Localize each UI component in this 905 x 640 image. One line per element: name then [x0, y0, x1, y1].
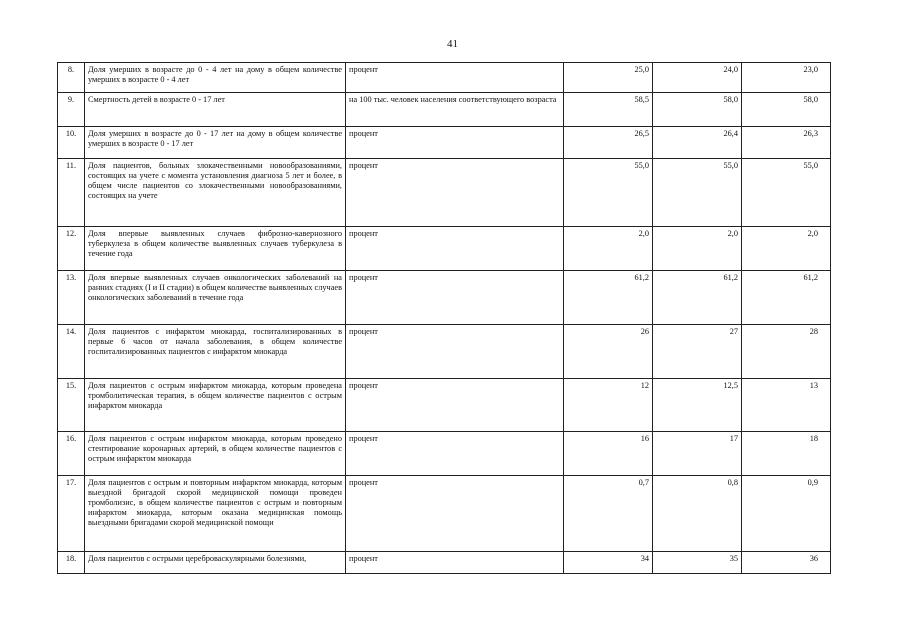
table-row	[58, 552, 831, 574]
indicators-table	[57, 62, 831, 574]
value-year-1: 61,2	[564, 271, 653, 325]
value-year-2: 35	[653, 552, 742, 574]
unit-of-measure: процент	[346, 63, 564, 93]
table-row	[58, 325, 831, 379]
value-year-1: 25,0	[564, 63, 653, 93]
value-year-2: 27	[653, 325, 742, 379]
row-number: 10.	[58, 127, 85, 159]
table-row	[58, 432, 831, 476]
table-row	[58, 271, 831, 325]
unit-of-measure: процент	[346, 127, 564, 159]
indicator-name: Доля впервые выявленных случаев онкологических заболеваний на ранних стадиях (I и II стадии) в общем количестве выявленных случаев онкологических заболеваний в течение года	[85, 271, 346, 325]
row-number: 11.	[58, 159, 85, 227]
unit-of-measure: процент	[346, 271, 564, 325]
indicator-name: Доля пациентов с инфарктом миокарда, госпитализированных в первые 6 часов от начала заболевания, в общем количестве госпитализированных пациентов с инфарктом миокарда	[85, 325, 346, 379]
value-year-3: 36	[742, 552, 831, 574]
unit-of-measure: процент	[346, 227, 564, 271]
unit-of-measure: процент	[346, 325, 564, 379]
value-year-3: 2,0	[742, 227, 831, 271]
indicator-name: Доля умерших в возрасте до 0 - 17 лет на дому в общем количестве умерших в возрасте 0 - 17 лет	[85, 127, 346, 159]
row-number: 16.	[58, 432, 85, 476]
table-row	[58, 476, 831, 552]
table-row	[58, 127, 831, 159]
value-year-3: 58,0	[742, 93, 831, 127]
row-number: 17.	[58, 476, 85, 552]
value-year-2: 24,0	[653, 63, 742, 93]
unit-of-measure: процент	[346, 159, 564, 227]
value-year-1: 2,0	[564, 227, 653, 271]
value-year-3: 0,9	[742, 476, 831, 552]
indicator-name: Доля пациентов с острым и повторным инфарктом миокарда, которым выездной бригадой скорой медицинской помощи проведен тромболизис, в общем количестве пациентов с острым и повторным инфарктом миокарда, которым оказана медицинская помощь выездными бригадами скорой медицинской помощи	[85, 476, 346, 552]
unit-of-measure: процент	[346, 476, 564, 552]
value-year-1: 0,7	[564, 476, 653, 552]
indicator-name: Доля пациентов, больных злокачественными новообразованиями, состоящих на учете с момента установления диагноза 5 лет и более, в общем числе пациентов со злокачественными новообразованиями, состоящих на учете	[85, 159, 346, 227]
value-year-2: 2,0	[653, 227, 742, 271]
unit-of-measure: на 100 тыс. человек населения соответствующего возраста	[346, 93, 564, 127]
table-row	[58, 227, 831, 271]
table-row	[58, 93, 831, 127]
row-number: 8.	[58, 63, 85, 93]
indicator-name: Доля пациентов с острым инфарктом миокарда, которым проведено стентирование коронарных артерий, в общем количестве пациентов с острым инфарктом миокарда	[85, 432, 346, 476]
indicator-name: Смертность детей в возрасте 0 - 17 лет	[85, 93, 346, 127]
value-year-3: 55,0	[742, 159, 831, 227]
unit-of-measure: процент	[346, 432, 564, 476]
value-year-1: 55,0	[564, 159, 653, 227]
value-year-1: 34	[564, 552, 653, 574]
page-number: 41	[447, 38, 458, 50]
row-number: 12.	[58, 227, 85, 271]
value-year-1: 12	[564, 379, 653, 432]
row-number: 15.	[58, 379, 85, 432]
value-year-1: 26	[564, 325, 653, 379]
table-row	[58, 63, 831, 93]
value-year-2: 26,4	[653, 127, 742, 159]
value-year-2: 58,0	[653, 93, 742, 127]
value-year-3: 13	[742, 379, 831, 432]
indicator-name: Доля пациентов с острыми цереброваскулярными болезнями,	[85, 552, 346, 574]
indicator-name: Доля умерших в возрасте до 0 - 4 лет на дому в общем количестве умерших в возрасте 0 - 4 лет	[85, 63, 346, 93]
row-number: 18.	[58, 552, 85, 574]
indicator-name: Доля пациентов с острым инфарктом миокарда, которым проведена тромболитическая терапия, в общем количестве пациентов с острым инфарктом миокарда	[85, 379, 346, 432]
row-number: 9.	[58, 93, 85, 127]
value-year-3: 28	[742, 325, 831, 379]
table-row	[58, 379, 831, 432]
row-number: 14.	[58, 325, 85, 379]
value-year-2: 17	[653, 432, 742, 476]
row-number: 13.	[58, 271, 85, 325]
value-year-2: 61,2	[653, 271, 742, 325]
unit-of-measure: процент	[346, 379, 564, 432]
value-year-1: 16	[564, 432, 653, 476]
value-year-2: 12,5	[653, 379, 742, 432]
indicator-name: Доля впервые выявленных случаев фиброзно-кавернозного туберкулеза в общем количестве выявленных случаев туберкулеза в течение года	[85, 227, 346, 271]
value-year-3: 26,3	[742, 127, 831, 159]
unit-of-measure: процент	[346, 552, 564, 574]
value-year-3: 61,2	[742, 271, 831, 325]
value-year-3: 18	[742, 432, 831, 476]
value-year-2: 55,0	[653, 159, 742, 227]
value-year-2: 0,8	[653, 476, 742, 552]
table-row	[58, 159, 831, 227]
value-year-3: 23,0	[742, 63, 831, 93]
value-year-1: 26,5	[564, 127, 653, 159]
value-year-1: 58,5	[564, 93, 653, 127]
